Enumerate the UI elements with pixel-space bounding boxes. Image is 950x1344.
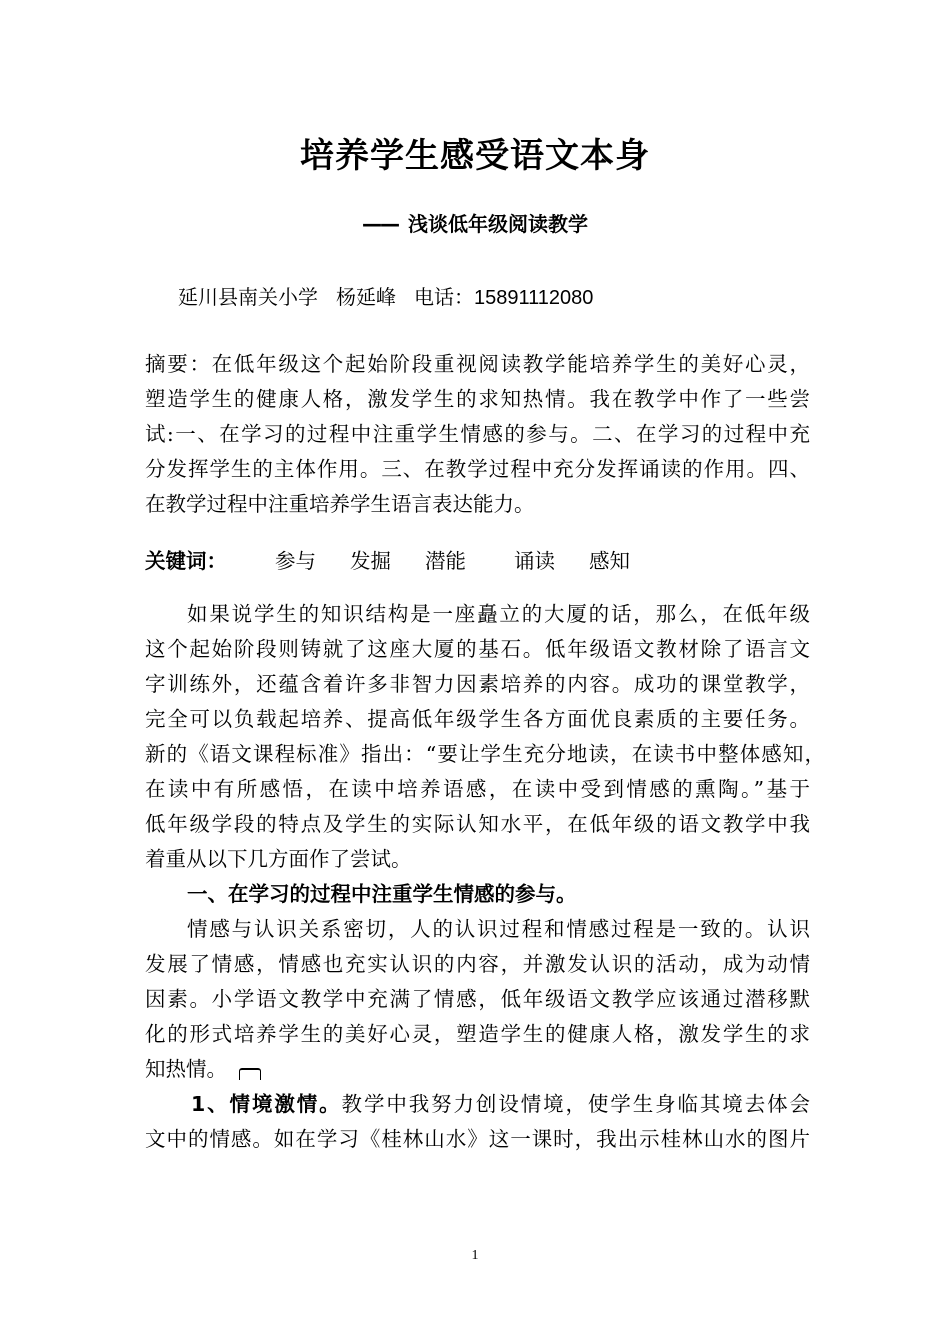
subtitle-text: 浅谈低年级阅读教学 (408, 212, 588, 236)
author-phone: 15891112080 (474, 287, 594, 309)
abstract-line: 试:一、在学习的过程中注重学生情感的参与。二、在学习的过程中充 (145, 422, 810, 446)
page-number: 1 (471, 1248, 479, 1263)
subtitle-dash: —— (362, 212, 398, 236)
paragraph-line: 新的《语文课程标准》指出：“要让学生充分地读，在读书中整体感知， (145, 742, 825, 766)
intro-paragraph (145, 597, 825, 1157)
abstract-line: 在教学过程中注重培养学生语言表达能力。 (145, 492, 535, 516)
paragraph-line: 完全可以负载起培养、提高低年级学生各方面优良素质的主要任务。 (145, 707, 810, 731)
abstract-line: 摘要：在低年级这个起始阶段重视阅读教学能培养学生的美好心灵， (145, 352, 810, 376)
paragraph-line: 化的形式培养学生的美好心灵，塑造学生的健康人格，激发学生的求 (145, 1022, 810, 1046)
keyword: 潜能 (425, 549, 466, 573)
abstract-line: 分发挥学生的主体作用。三、在教学过程中充分发挥诵读的作用。四、 (145, 457, 810, 481)
paragraph-line: 如果说学生的知识结构是一座矗立的大厦的话，那么，在低年级 (187, 602, 810, 626)
paragraph-line: 文中的情感。如在学习《桂林山水》这一课时，我出示桂林山水的图片 (145, 1127, 810, 1151)
keywords-label: 关键词： (145, 549, 227, 573)
item-text: 教学中我努力创设情境，使学生身临其境去体会 (341, 1092, 810, 1116)
section-heading: 一、在学习的过程中注重学生情感的参与。 (187, 882, 577, 906)
keyword: 发掘 (350, 549, 391, 573)
revision-mark-icon (239, 1068, 261, 1080)
document-subtitle (0, 208, 950, 237)
author-name: 杨延峰 (336, 285, 396, 309)
paragraph-line: 这个起始阶段则铸就了这座大厦的基石。低年级语文教材除了语言文 (145, 637, 810, 661)
author-phone-label: 电话： (414, 285, 474, 309)
paragraph-line: 着重从以下几方面作了尝试。 (145, 847, 412, 871)
paragraph-line: 低年级学段的特点及学生的实际认知水平，在低年级的语文教学中我 (145, 812, 810, 836)
paragraph-line: 在读中有所感悟，在读中培养语感，在读中受到情感的熏陶。”基于 (145, 777, 810, 801)
paragraph-line-with-mark (145, 1052, 810, 1087)
abstract (145, 347, 810, 522)
item-line (145, 1087, 810, 1122)
keyword: 感知 (589, 549, 630, 573)
paragraph-line: 字训练外，还蕴含着许多非智力因素培养的内容。成功的课堂教学， (145, 672, 810, 696)
keywords (145, 544, 664, 574)
abstract-line: 塑造学生的健康人格，激发学生的求知热情。我在教学中作了一些尝 (145, 387, 810, 411)
paragraph-line: 因素。小学语文教学中充满了情感，低年级语文教学应该通过潜移默 (145, 987, 810, 1011)
author-line (178, 281, 611, 310)
paragraph-text: 知热情。 (145, 1057, 227, 1081)
item-heading: 1、情境激情。 (191, 1092, 342, 1116)
paragraph-line: 发展了情感，情感也充实认识的内容，并激发认识的活动，成为动情 (145, 952, 810, 976)
keyword: 诵读 (514, 549, 555, 573)
document-title: 培养学生感受语文本身 (300, 136, 650, 176)
author-school: 延川县南关小学 (178, 285, 318, 309)
paragraph-line: 情感与认识关系密切，人的认识过程和情感过程是一致的。认识 (187, 917, 810, 941)
keyword: 参与 (275, 549, 316, 573)
